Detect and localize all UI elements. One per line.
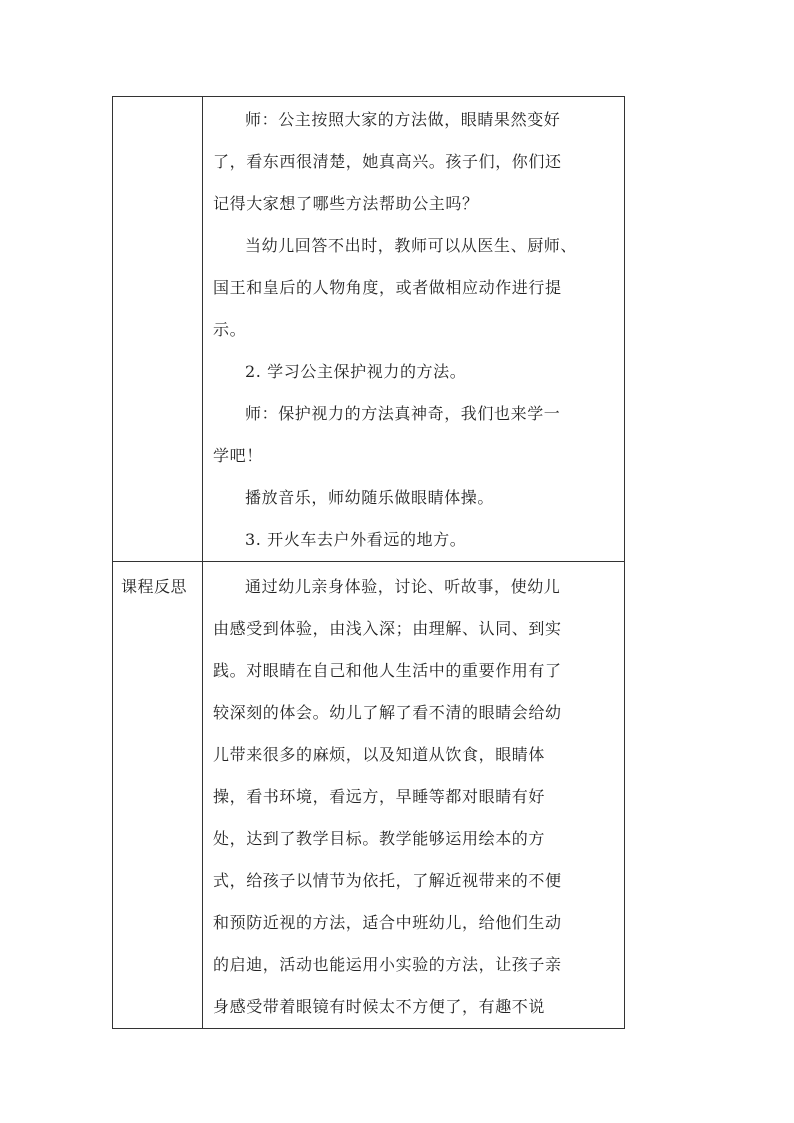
text-line: 处，达到了教学目标。教学能够运用绘本的方 bbox=[213, 829, 546, 848]
text-line: 践。对眼睛在自己和他人生活中的重要作用有了 bbox=[213, 661, 562, 680]
text-line: 国王和皇后的人物角度，或者做相应动作进行提 bbox=[213, 278, 562, 297]
text-line: 学吧！ bbox=[213, 446, 263, 465]
text-line: 式，给孩子以情节为依托，了解近视带来的不便 bbox=[213, 871, 562, 890]
text-line: 师：公主按照大家的方法做，眼睛果然变好 bbox=[245, 110, 561, 129]
table-row bbox=[113, 97, 625, 562]
reflection-text-block bbox=[213, 562, 614, 1028]
text-line: 和预防近视的方法，适合中班幼儿，给他们生动 bbox=[213, 913, 562, 932]
text-line: 较深刻的体会。幼儿了解了看不清的眼睛会给幼 bbox=[213, 703, 562, 722]
text-line: 示。 bbox=[213, 320, 247, 339]
text-line: 儿带来很多的麻烦，以及知道从饮食，眼睛体 bbox=[213, 745, 546, 764]
text-line: 的启迪，活动也能运用小实验的方法，让孩子亲 bbox=[213, 955, 562, 974]
text-line: 2. 学习公主保护视力的方法。 bbox=[245, 362, 467, 381]
text-line: 播放音乐，师幼随乐做眼睛体操。 bbox=[245, 488, 495, 507]
activity-content-cell bbox=[203, 97, 625, 562]
text-line: 记得大家想了哪些方法帮助公主吗？ bbox=[213, 194, 479, 213]
text-line: 当幼儿回答不出时，教师可以从医生、厨师、 bbox=[245, 236, 578, 255]
text-line: 身感受带着眼镜有时候太不方便了，有趣不说 bbox=[213, 997, 546, 1016]
text-line: 通过幼儿亲身体验，讨论、听故事，使幼儿 bbox=[245, 577, 561, 596]
table-row bbox=[113, 562, 625, 1029]
text-line: 师：保护视力的方法真神奇，我们也来学一 bbox=[245, 404, 561, 423]
reflection-content-cell bbox=[203, 562, 625, 1029]
activity-text-block bbox=[213, 97, 614, 561]
text-line: 3. 开火车去户外看远的地方。 bbox=[245, 530, 467, 549]
lesson-plan-table bbox=[112, 96, 625, 1029]
course-reflection-label: 课程反思 bbox=[121, 577, 188, 596]
text-line: 操，看书环境，看远方，早睡等都对眼睛有好 bbox=[213, 787, 546, 806]
text-line: 了，看东西很清楚，她真高兴。孩子们，你们还 bbox=[213, 152, 562, 171]
text-line: 由感受到体验，由浅入深；由理解、认同、到实 bbox=[213, 619, 562, 638]
row-label-cell bbox=[113, 562, 203, 1029]
row-label-cell bbox=[113, 97, 203, 562]
